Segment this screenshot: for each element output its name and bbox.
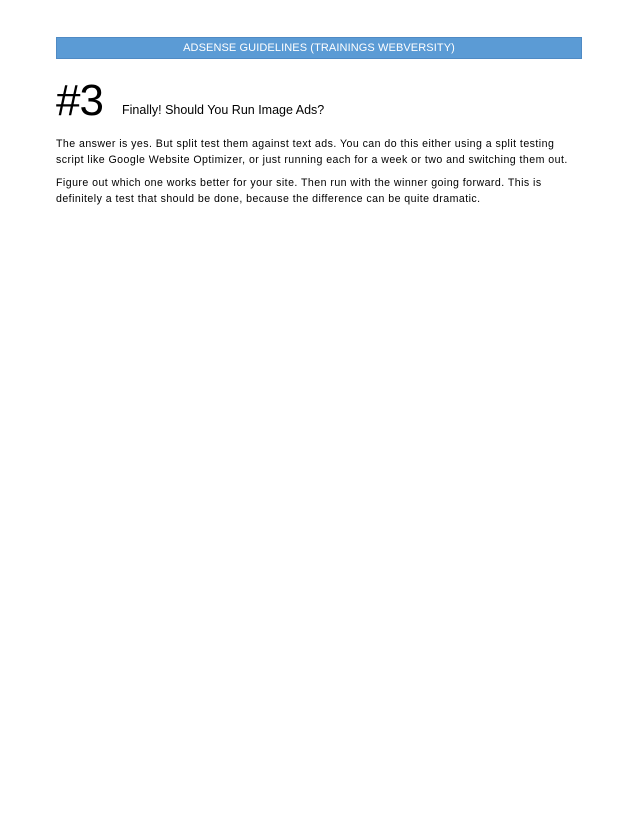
body-text [56, 136, 582, 214]
header-bar [56, 37, 582, 59]
section-title: Finally! Should You Run Image Ads? [122, 103, 325, 117]
section-heading [56, 78, 582, 124]
header-title: ADSENSE GUIDELINES (TRAININGS WEBVERSITY) [183, 42, 455, 54]
paragraph-2: Figure out which one works better for your site. Then run with the winner going forward. This is definitely a test that should be done, because the difference can be quite dramatic. [56, 177, 542, 205]
paragraph-1: The answer is yes. But split test them against text ads. You can do this either using a split testing script like Google Website Optimizer, or just running each for a week or two and switching them out. [56, 138, 568, 166]
section-number: #3 [56, 76, 103, 125]
